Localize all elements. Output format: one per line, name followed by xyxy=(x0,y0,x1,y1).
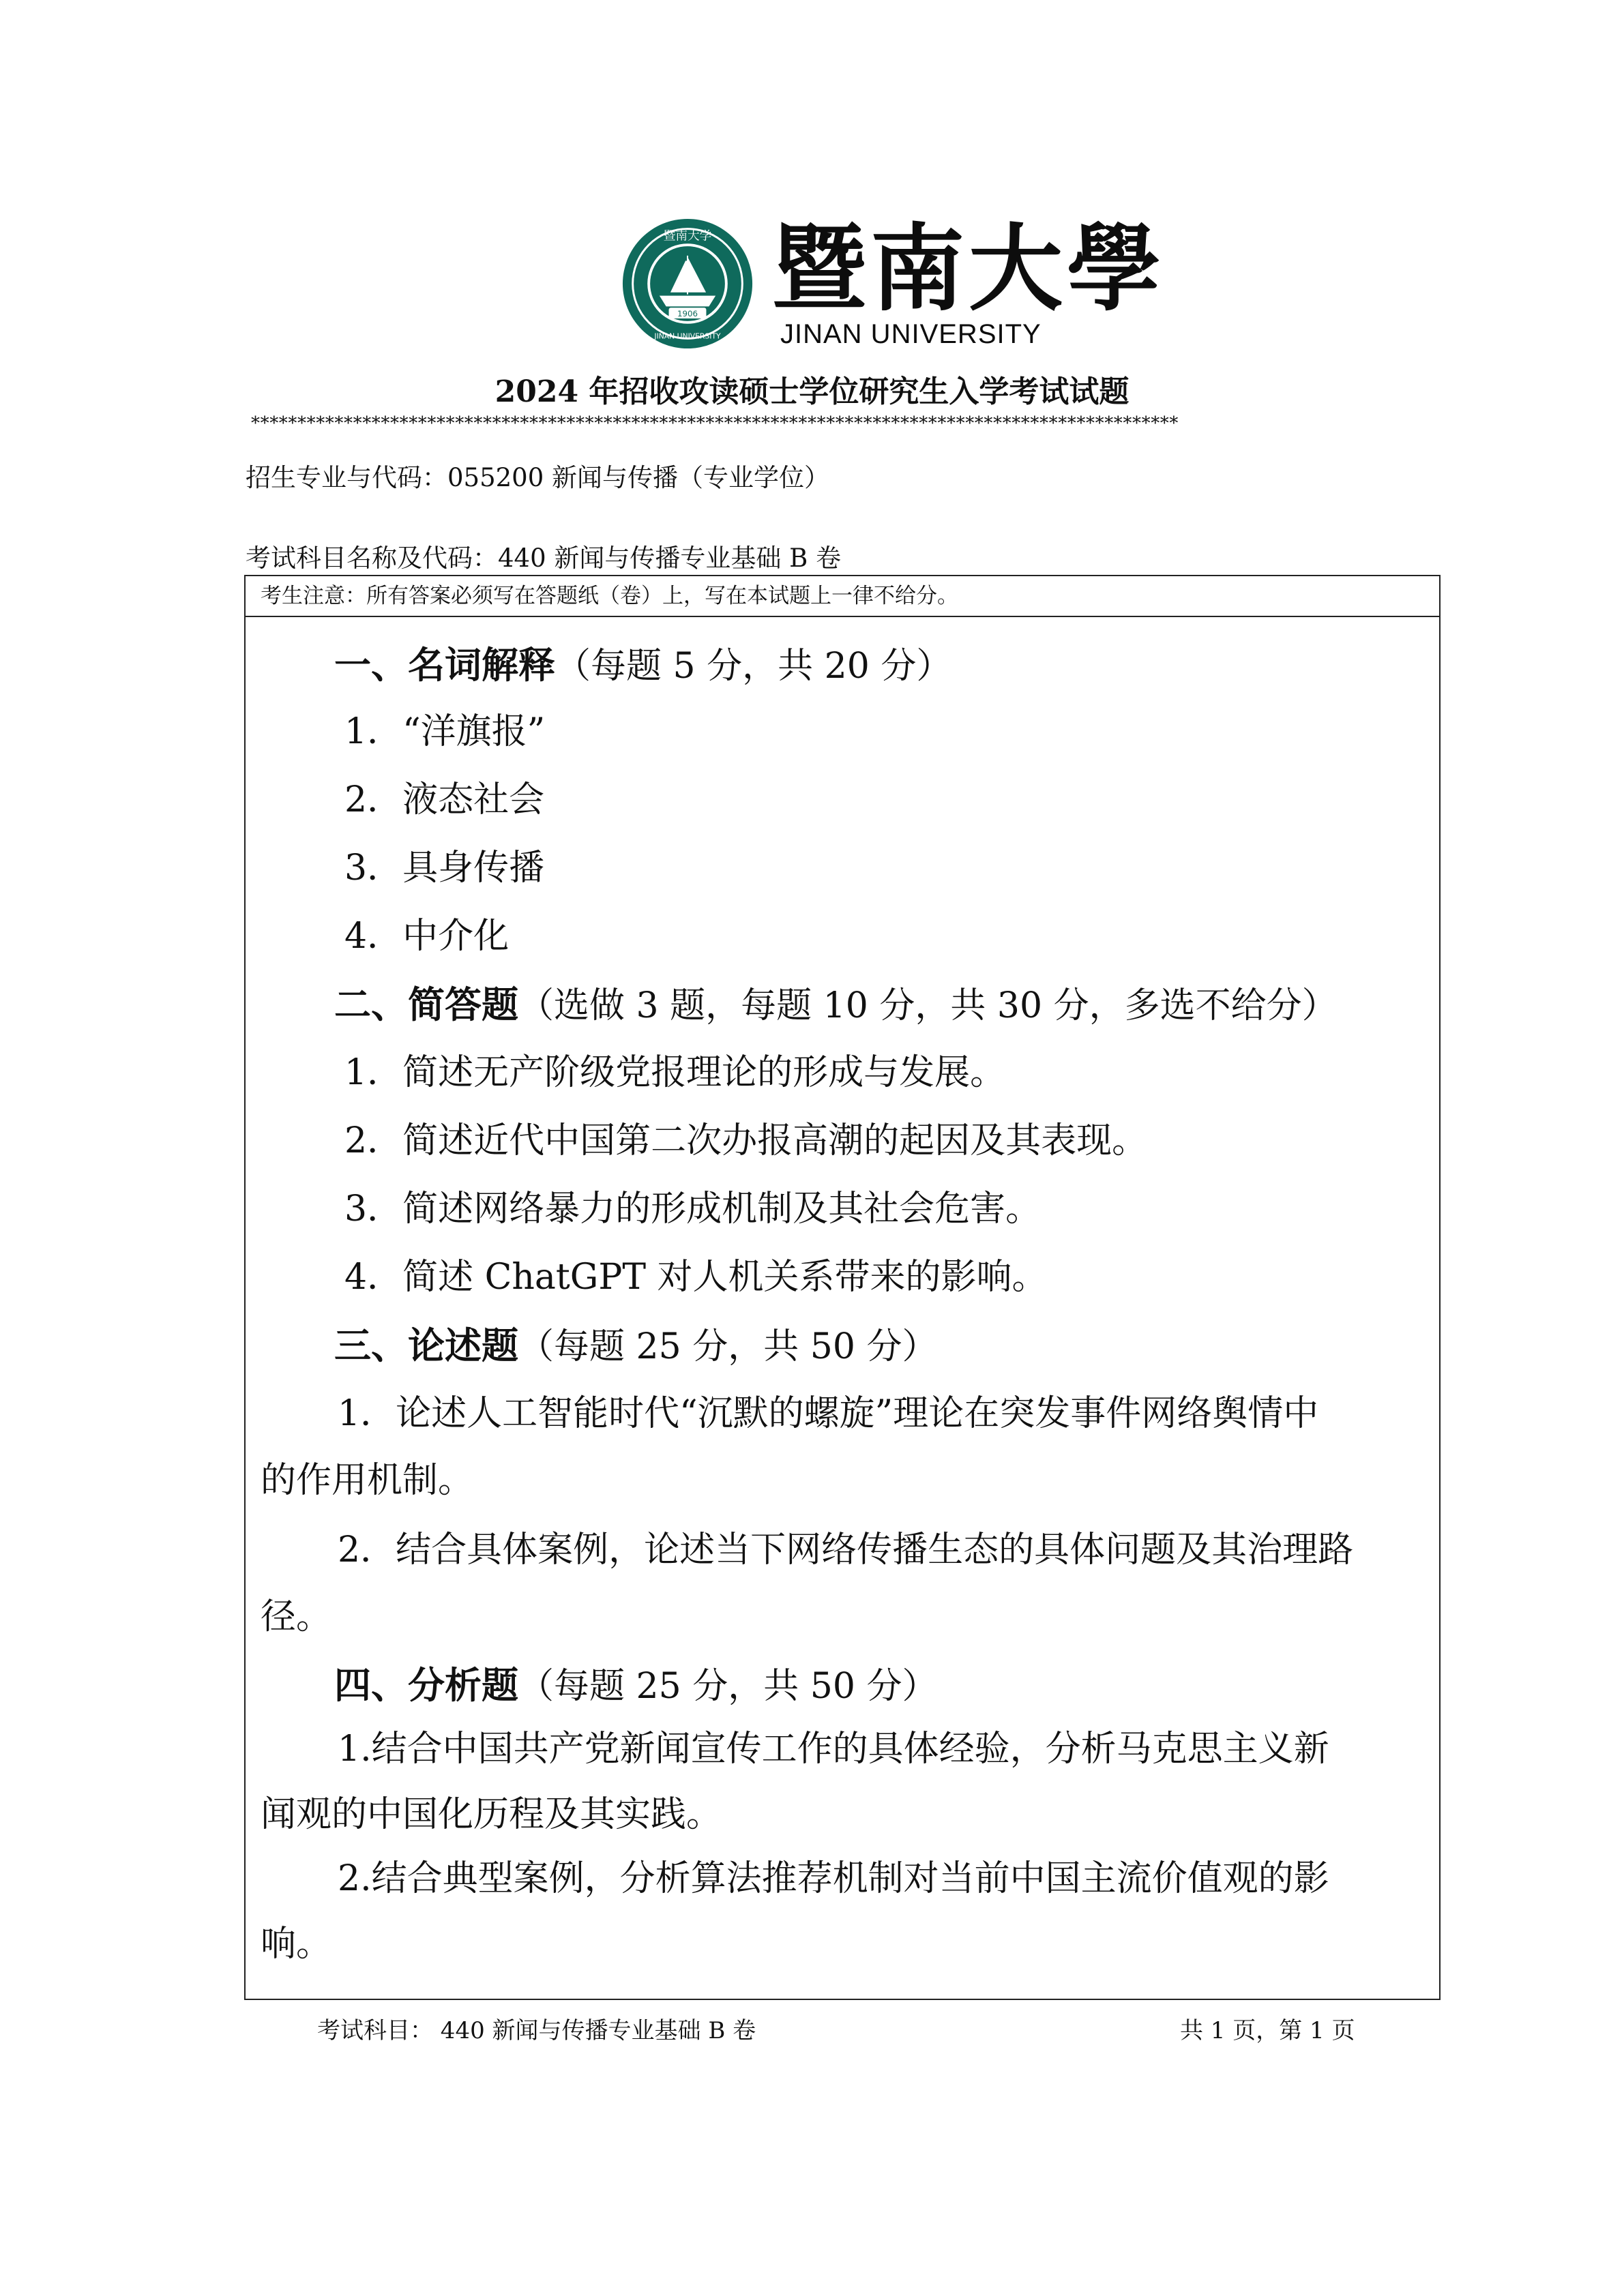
exam-title: 2024 年招收攻读硕士学位研究生入学考试试题 xyxy=(494,374,1130,409)
question-item: 2．简述近代中国第二次办报高潮的起因及其表现。 xyxy=(344,1120,1148,1161)
question-item: 2.结合典型案例，分析算法推荐机制对当前中国主流价值观的影 xyxy=(338,1858,1329,1899)
question-item-continuation: 径。 xyxy=(261,1596,332,1637)
question-item: 1．论述人工智能时代“沉默的螺旋”理论在突发事件网络舆情中 xyxy=(338,1393,1319,1434)
question-item: 4．中介化 xyxy=(344,916,510,957)
university-logo xyxy=(621,213,1166,353)
question-item-continuation: 的作用机制。 xyxy=(261,1460,474,1501)
svg-text:JINAN UNIVERSITY: JINAN UNIVERSITY xyxy=(654,331,721,341)
question-item: 4．简述 ChatGPT 对人机关系带来的影响。 xyxy=(344,1257,1048,1298)
question-item: 1．简述无产阶级党报理论的形成与发展。 xyxy=(344,1052,1006,1093)
separator-line: **************************************************************************************************** xyxy=(251,413,1179,434)
university-seal-icon xyxy=(621,217,754,351)
question-item: 1.结合中国共产党新闻宣传工作的具体经验，分析马克思主义新 xyxy=(338,1729,1329,1770)
section-heading: 一、名词解释（每题 5 分，共 20 分） xyxy=(334,643,952,687)
question-item-continuation: 响。 xyxy=(261,1924,332,1965)
question-item: 1．“洋旗报” xyxy=(344,711,546,752)
subject-code: 考试科目名称及代码：440 新闻与传播专业基础 B 卷 xyxy=(246,543,842,573)
major-code: 招生专业与代码：055200 新闻与传播（专业学位） xyxy=(246,463,830,492)
footer-page-number: 共 1 页，第 1 页 xyxy=(1180,2017,1355,2044)
section-heading: 二、简答题（选做 3 题，每题 10 分，共 30 分，多选不给分） xyxy=(334,983,1338,1026)
candidate-notice: 考生注意：所有答案必须写在答题纸（卷）上，写在本试题上一律不给分。 xyxy=(246,576,1439,617)
logo-english-name: JINAN UNIVERSITY xyxy=(780,319,1042,349)
question-item: 2．液态社会 xyxy=(344,779,545,820)
question-box xyxy=(244,575,1441,2000)
question-item-continuation: 闻观的中国化历程及其实践。 xyxy=(261,1794,722,1835)
footer-subject: 考试科目： 440 新闻与传播专业基础 B 卷 xyxy=(317,2017,756,2044)
svg-text:暨南大学: 暨南大学 xyxy=(663,229,712,243)
section-heading: 三、论述题（每题 25 分，共 50 分） xyxy=(334,1324,938,1367)
logo-chinese-name: 暨南大學 xyxy=(772,213,1166,324)
svg-text:1906: 1906 xyxy=(677,309,698,319)
question-item: 3．具身传播 xyxy=(344,848,545,889)
section-heading: 四、分析题（每题 25 分，共 50 分） xyxy=(334,1663,938,1707)
question-item: 3．简述网络暴力的形成机制及其社会危害。 xyxy=(344,1189,1042,1229)
question-item: 2．结合具体案例，论述当下网络传播生态的具体问题及其治理路 xyxy=(338,1530,1354,1570)
